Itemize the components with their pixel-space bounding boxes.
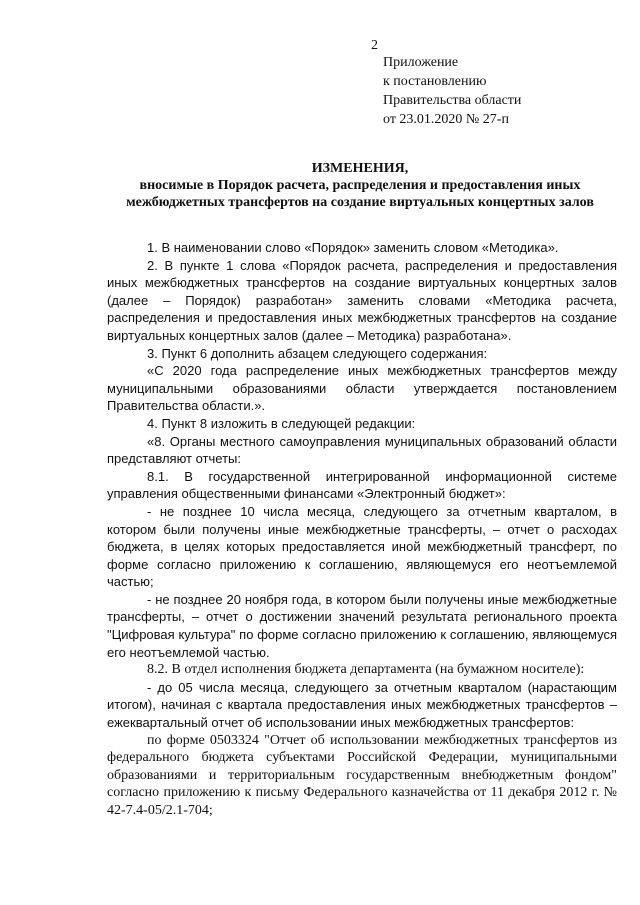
body-paragraph: 3. Пункт 6 дополнить абзацем следующего содержания: <box>147 345 488 361</box>
body-paragraph: - не позднее 20 ноября года, в котором были получены иные межбюджетные трансферты, – отчет о достижении значений результата регионального проекта "Цифровая культура" по форме согласно приложению к соглашению, являющемуся его неотъемлемой частью. <box>107 591 617 660</box>
body-paragraph: по форме 0503324 "Отчет об использовании межбюджетных трансфертов из федерального бюджета субъектами Российской Федерации, муниципальными образованиями и территориальным государственным внебюджетным фондом" согласно приложению к письму Федерального казначейства от 11 декабря 2012 г. № 42-7.4-05/2.1-704; <box>107 732 617 818</box>
appendix-line: к постановлению <box>383 74 487 89</box>
body-paragraph: 8.1. В государственной интегрированной информационной системе управления общественными финансами «Электронный бюджет»: <box>107 468 617 502</box>
body-paragraph: «8. Органы местного самоуправления муниципальных образований области представляют отчеты: <box>107 433 617 467</box>
document-title <box>105 160 615 211</box>
body-paragraph: 2. В пункте 1 слова «Порядок расчета, распределения и предоставления иных межбюджетных трансфертов на создание виртуальных концертных залов (далее – Порядок) разработан» заменить словами «Методика расчета, распределения и предоставления иных межбюджетных трансфертов на создание виртуальных концертных залов (далее – Методика) разработана». <box>107 257 617 343</box>
body-paragraph: 4. Пункт 8 изложить в следующей редакции: <box>147 415 416 431</box>
appendix-line: Приложение <box>383 55 459 70</box>
body-paragraph: 8.2. В отдел исполнения бюджета департамента (на бумажном носителе): <box>147 662 585 678</box>
appendix-header <box>383 53 521 129</box>
body-paragraph: - до 05 числа месяца, следующего за отчетным кварталом (нарастающим итогом), начиная с квартала предоставления иных межбюджетных трансфертов – ежеквартальный отчет об использовании иных межбюджетных трансфертов: <box>107 679 617 731</box>
title-heading: ИЗМЕНЕНИЯ, <box>311 161 409 176</box>
body-paragraph: «С 2020 года распределение иных межбюджетных трансфертов между муниципальными образованиями области утверждается постановлением Правительства области.». <box>107 363 617 414</box>
page-number: 2 <box>371 38 378 53</box>
appendix-line: Правительства области <box>383 93 522 108</box>
document-body <box>107 239 617 820</box>
body-paragraph: - не позднее 10 числа месяца, следующего за отчетным кварталом, в котором были получены иные межбюджетные трансферты, – отчет о расходах бюджета, в целях которых предоставляется иной межбюджетный трансферт, по форме согласно приложению к соглашению, являющемуся его неотъемлемой частью; <box>107 503 617 590</box>
title-subheading: вносимые в Порядок расчета, распределения и предоставления иных межбюджетных трансфертов на создание виртуальных концертных залов <box>126 178 594 210</box>
body-paragraph: 1. В наименовании слово «Порядок» заменить словом «Методика». <box>147 240 559 255</box>
appendix-line: от 23.01.2020 № 27-п <box>383 112 509 127</box>
